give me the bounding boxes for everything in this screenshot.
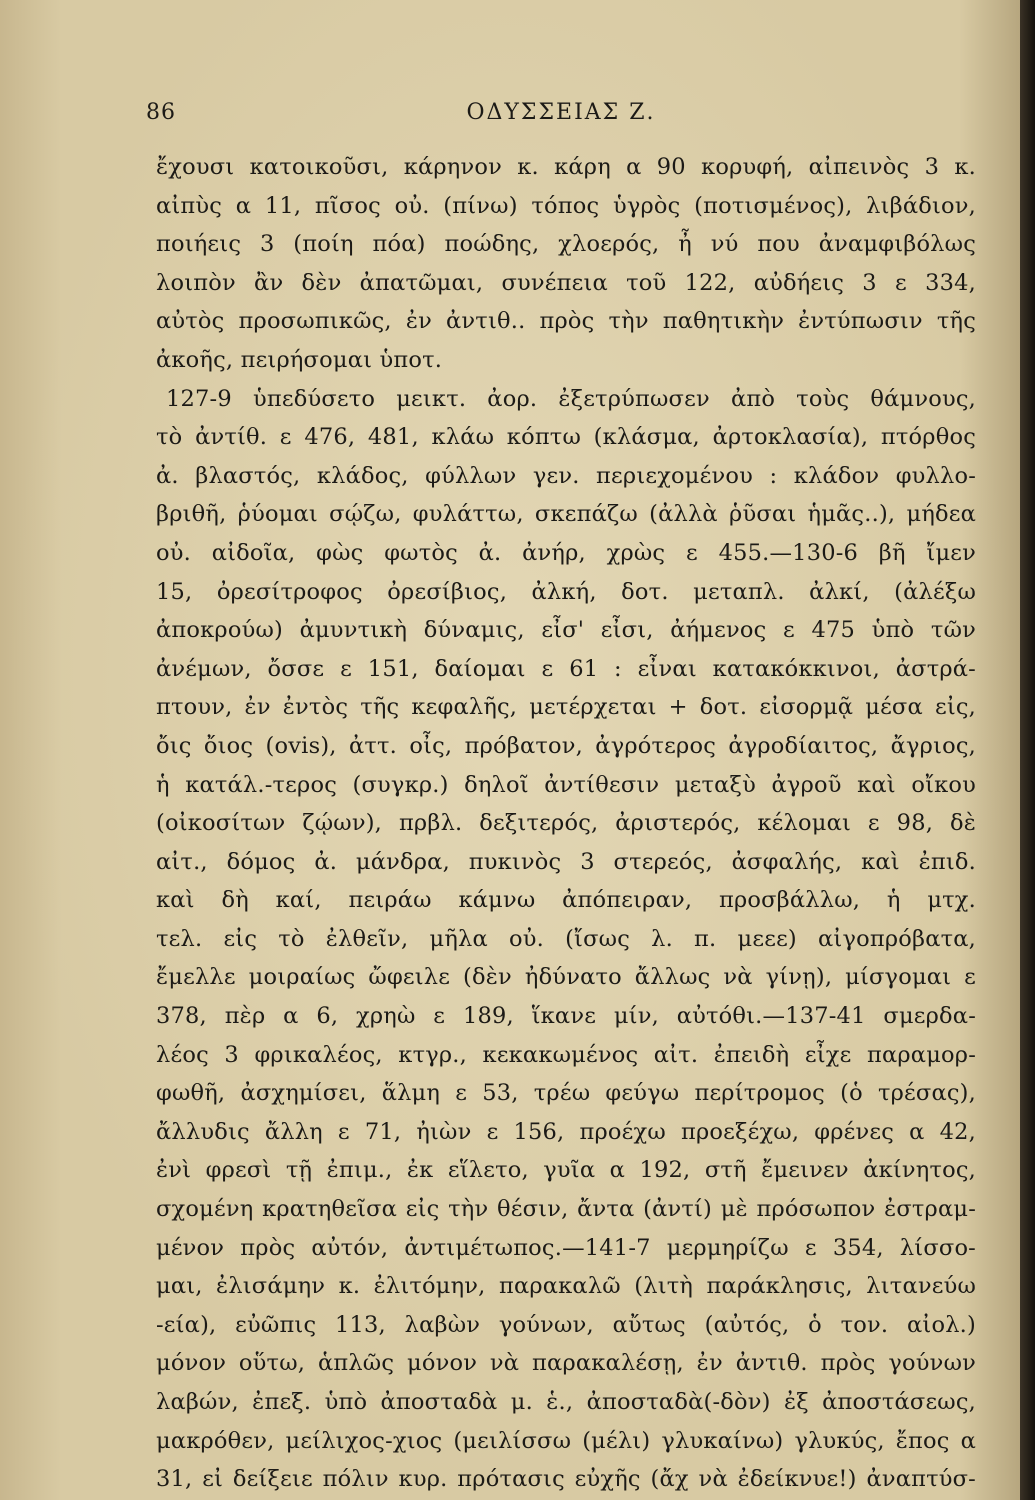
text-line: ἔμελλε μοιραίως ὤφειλε (δὲν ἠδύνατο ἄλλως νὰ γίνῃ), μίσγομαι ε: [156, 964, 976, 991]
text-line: αἰπὺς α 11, πῖσος οὐ. (πίνω) τόπος ὑγρὸς (ποτισμένος), λιβάδιον,: [156, 192, 976, 219]
text-line: ἐνὶ φρεσὶ τῇ ἐπιμ., ἐκ εἵλετο, γυῖα α 192, στῆ ἔμεινεν ἀκίνητος,: [156, 1157, 976, 1184]
text-line: μένον πρὸς αὐτόν, ἀντιμέτωπος.—141-7 μερμηρίζω ε 354, λίσσο-: [156, 1234, 976, 1261]
text-line: οὐ. αἰδοῖα, φὼς φωτὸς ἀ. ἀνήρ, χρὼς ε 455.—130-6 βῆ ἴμεν: [156, 539, 976, 566]
text-line: 378, πὲρ α 6, χρηὼ ε 189, ἵκανε μίν, αὐτόθι.—137-41 σμερδα-: [156, 1003, 976, 1030]
text-line: αὐτὸς προσωπικῶς, ἐν ἀντιθ.. πρὸς τὴν παθητικὴν ἐντύπωσιν τῆς: [156, 308, 976, 335]
text-line: μακρόθεν, μείλιχος-χιος (μειλίσσω (μέλι) γλυκαίνω) γλυκύς, ἔπος α: [156, 1427, 976, 1454]
text-line: αἰτ., δόμος ἀ. μάνδρα, πυκινὸς 3 στερεός, ἀσφαλής, καὶ ἐπιδ.: [156, 848, 976, 875]
text-line: καὶ δὴ καί, πειράω κάμνω ἀπόπειραν, προσβάλλω, ἡ μτχ.: [156, 887, 976, 914]
text-line: ἡ κατάλ.-τερος (συγκρ.) δηλοῖ ἀντίθεσιν μεταξὺ ἀγροῦ καὶ οἴκου: [156, 771, 976, 798]
page-number: 86: [146, 100, 176, 125]
text-line: ἀκοῆς, πειρήσομαι ὑποτ.: [156, 346, 443, 373]
text-line: τὸ ἀντίθ. ε 476, 481, κλάω κόπτω (κλάσμα, ἀρτοκλασία), πτόρθος: [156, 424, 976, 451]
text-line: ἄλλυδις ἄλλη ε 71, ἠιὼν ε 156, προέχω προεξέχω, φρένες α 42,: [156, 1118, 976, 1145]
text-line: βριθῆ, ῥύομαι σῴζω, φυλάττω, σκεπάζω (ἀλλὰ ῥῦσαι ἡμᾶς..), μήδεα: [156, 501, 976, 528]
text-line: μαι, ἐλισάμην κ. ἐλιτόμην, παρακαλῶ (λιτὴ παράκλησις, λιτανεύω: [156, 1273, 976, 1300]
page-header: [146, 100, 976, 132]
text-line: (οἰκοσίτων ζῴων), πρβλ. δεξιτερός, ἀριστερός, κέλομαι ε 98, δὲ: [156, 810, 976, 837]
text-line: 31, εἰ δείξειε πόλιν κυρ. πρότασις εὐχῆς (ἄχ νὰ ἐδείκνυε!) ἀναπτύσ-: [156, 1466, 976, 1493]
text-line: πτουν, ἐν ἐντὸς τῆς κεφαλῆς, μετέρχεται + δοτ. εἰσορμᾷ μέσα εἰς,: [156, 694, 976, 721]
book-spine-edge: [1020, 0, 1035, 1500]
text-line: ἔχουσι κατοικοῦσι, κάρηνον κ. κάρη α 90 κορυφή, αἰπεινὸς 3 κ.: [156, 154, 976, 180]
text-line: -εία), εὐῶπις 113, λαβὼν γούνων, αὔτως (αὐτός, ὁ τον. αἰολ.): [156, 1311, 976, 1338]
text-line: τελ. εἰς τὸ ἐλθεῖν, μῆλα οὐ. (ἴσως λ. π. μεεε) αἰγοπρόβατα,: [156, 925, 976, 952]
text-line: φωθῆ, ἀσχημίσει, ἅλμη ε 53, τρέω φεύγω περίτρομος (ὁ τρέσας),: [156, 1080, 976, 1107]
text-line: ἀποκρούω) ἀμυντικὴ δύναμις, εἶσ' εἶσι, ἀήμενος ε 475 ὑπὸ τῶν: [156, 617, 976, 644]
text-line: σχομένη κρατηθεῖσα εἰς τὴν θέσιν, ἄντα (ἀντί) μὲ πρόσωπον ἐστραμ-: [156, 1196, 976, 1223]
text-line: ἀνέμων, ὄσσε ε 151, δαίομαι ε 61 : εἶναι κατακόκκινοι, ἀστρά-: [156, 655, 976, 682]
text-line: λαβών, ἐπεξ. ὑπὸ ἀποσταδὰ μ. ἑ., ἀποσταδὰ(-δὸν) ἐξ ἀποστάσεως,: [156, 1389, 976, 1415]
text-line: ἀ. βλαστός, κλάδος, φύλλων γεν. περιεχομένου : κλάδον φυλλο-: [156, 462, 976, 489]
commentary-text: [156, 148, 976, 1499]
text-line: 127-9 ὑπεδύσετο μεικτ. ἀορ. ἐξετρύπωσεν ἀπὸ τοὺς θάμνους,: [166, 385, 976, 412]
text-line: ὄις ὄιος (ovis), ἀττ. οἶς, πρόβατον, ἀγρότερος ἀγροδίαιτος, ἄγριος,: [156, 732, 976, 759]
text-line: λέος 3 φρικαλέος, κτγρ., κεκακωμένος αἰτ. ἐπειδὴ εἶχε παραμορ-: [156, 1041, 976, 1068]
text-line: λοιπὸν ἂν δὲν ἀπατῶμαι, συνέπεια τοῦ 122, αὐδήεις 3 ε 334,: [156, 269, 976, 296]
text-line: ποιήεις 3 (ποίη πόα) ποώδης, χλοερός, ἦ νύ που ἀναμφιβόλως: [156, 231, 976, 258]
running-title: ΟΔΥΣΣΕΙΑΣ Ζ.: [466, 100, 656, 125]
text-line: 15, ὀρεσίτροφος ὀρεσίβιος, ἀλκή, δοτ. μεταπλ. ἀλκί, (ἀλέξω: [156, 578, 976, 605]
text-line: μόνον οὕτω, ἁπλῶς μόνον νὰ παρακαλέσῃ, ἐν ἀντιθ. πρὸς γούνων: [156, 1350, 976, 1377]
